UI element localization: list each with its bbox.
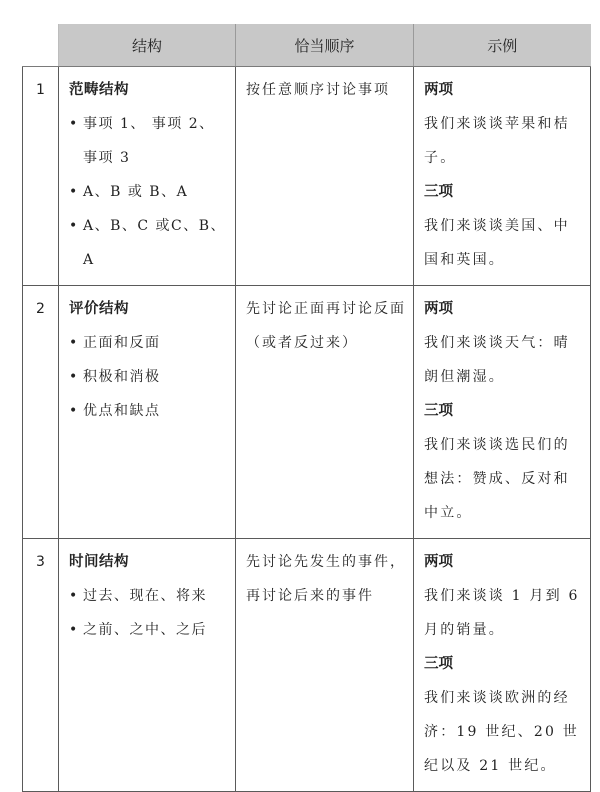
header-example: 示例 (414, 24, 591, 67)
structure-cell (59, 539, 236, 792)
row-number: 1 (23, 67, 59, 286)
structure-items (69, 107, 229, 277)
structure-cell (59, 286, 236, 539)
row-number: 2 (23, 286, 59, 539)
example-three-text: 我们来谈谈美国、中国和英国。 (424, 218, 570, 268)
example-two-label: 两项 (424, 554, 453, 570)
example-two-text: 我们来谈谈 1 月到 6 月的销量。 (424, 588, 580, 638)
structure-item: • 正面和反面 (69, 326, 229, 360)
order-cell (236, 286, 414, 539)
structure-cell (59, 67, 236, 286)
table-row (23, 67, 591, 286)
order-cell (236, 67, 414, 286)
table-row (23, 539, 591, 792)
structure-title: 时间结构 (69, 554, 129, 570)
structure-item: • 事项 1、 事项 2、 事项 3 (69, 107, 229, 175)
structure-item: • 优点和缺点 (69, 394, 229, 428)
example-three-label: 三项 (424, 403, 453, 419)
structure-item: • 积极和消极 (69, 360, 229, 394)
example-three-label: 三项 (424, 656, 453, 672)
structure-title: 范畴结构 (69, 82, 129, 98)
example-two-label: 两项 (424, 82, 453, 98)
order-text: 按任意顺序讨论事项 (246, 82, 390, 98)
example-cell (414, 67, 591, 286)
structure-item: • 之前、之中、之后 (69, 613, 229, 647)
order-text: 先讨论先发生的事件，再讨论后来的事件 (246, 554, 406, 604)
header-order: 恰当顺序 (236, 24, 414, 67)
structure-table (22, 24, 591, 792)
example-three-text: 我们来谈谈欧洲的经济：19 世纪、20 世纪以及 21 世纪。 (424, 690, 579, 774)
table-row (23, 286, 591, 539)
structure-item: • 过去、现在、将来 (69, 579, 229, 613)
example-cell (414, 286, 591, 539)
example-cell (414, 539, 591, 792)
order-text: 先讨论正面再讨论反面（或者反过来） (246, 301, 406, 351)
order-cell (236, 539, 414, 792)
structure-items (69, 326, 229, 428)
row-number: 3 (23, 539, 59, 792)
structure-items (69, 579, 229, 647)
structure-item: • A、B 或 B、A (69, 175, 229, 209)
example-two-text: 我们来谈谈苹果和桔子。 (424, 116, 570, 166)
example-two-text: 我们来谈谈天气：晴朗但潮湿。 (424, 335, 570, 385)
structure-title: 评价结构 (69, 301, 129, 317)
example-three-text: 我们来谈谈选民们的想法：赞成、反对和中立。 (424, 437, 570, 521)
header-row (23, 24, 591, 67)
structure-item: • A、B、C 或C、B、A (69, 209, 229, 277)
header-blank (23, 24, 59, 67)
example-two-label: 两项 (424, 301, 453, 317)
example-three-label: 三项 (424, 184, 453, 200)
header-structure: 结构 (59, 24, 236, 67)
